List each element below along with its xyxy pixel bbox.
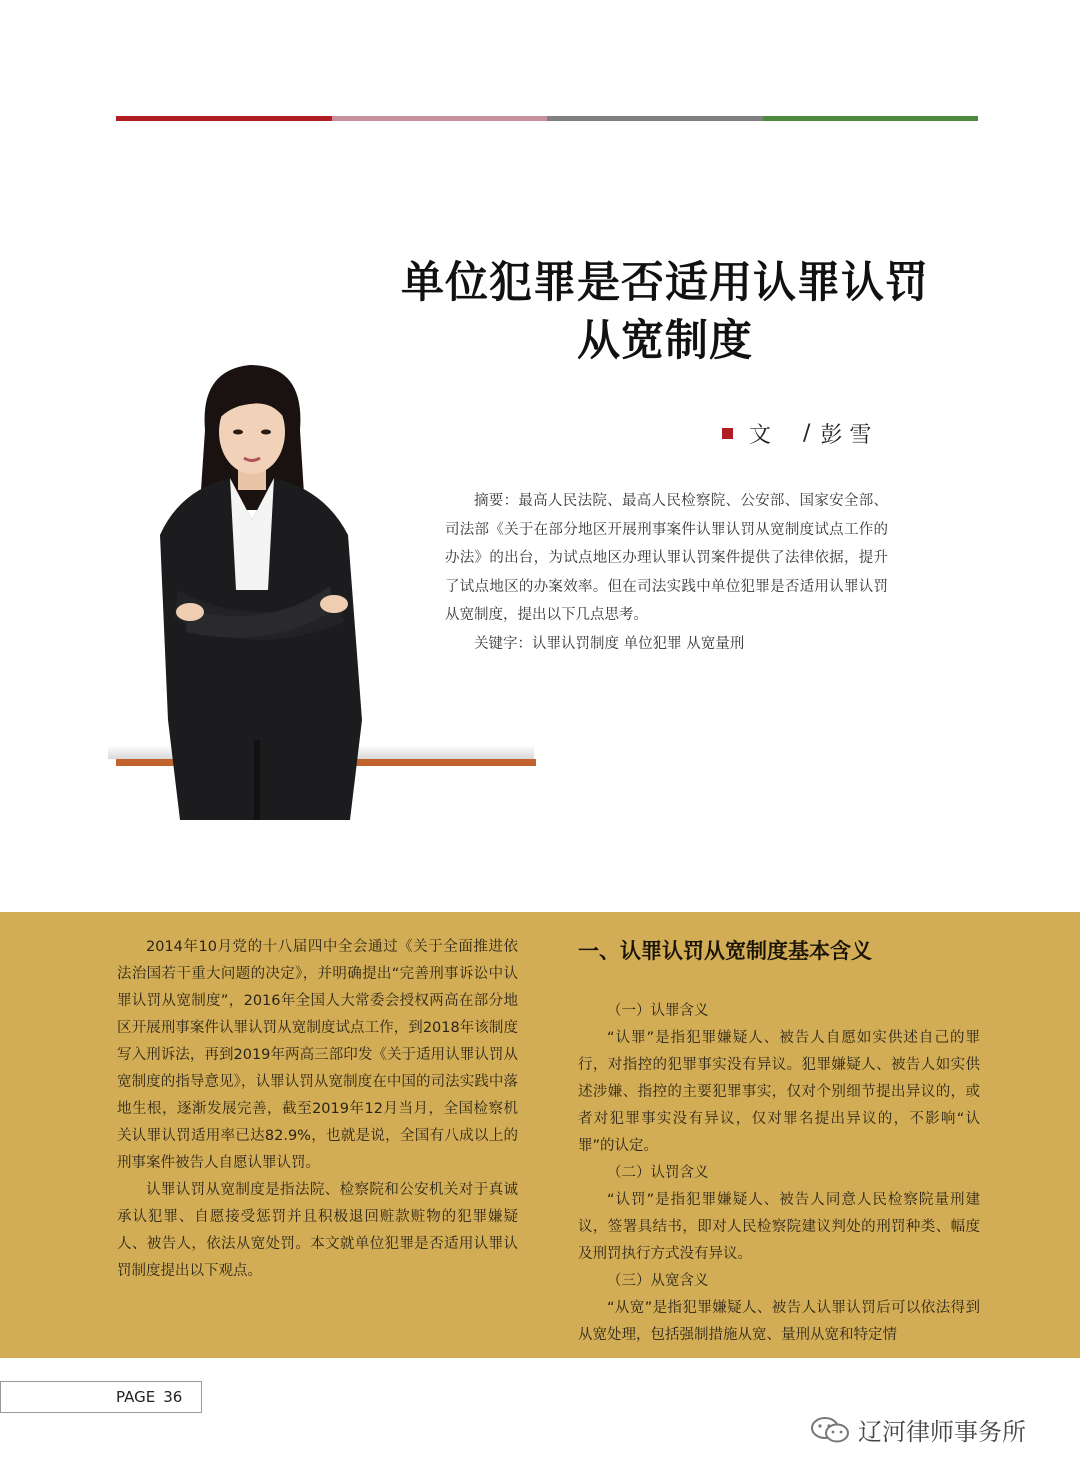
- paragraph: “认罚”是指犯罪嫌疑人、被告人同意人民检察院量刑建议，签署具结书，即对人民检察院建议判处的刑罚种类、幅度及刑罚执行方式没有异议。: [578, 1192, 980, 1262]
- page-label: PAGE: [116, 1388, 156, 1406]
- title-line-2: 从宽制度: [577, 316, 753, 366]
- author-portrait: [120, 360, 400, 820]
- abstract-text: 摘要：最高人民法院、最高人民检察院、公安部、国家安全部、司法部《关于在部分地区开展刑事案件认罪认罚从宽制度试点工作的办法》的出台，为试点地区办理认罪认罚案件提供了法律依据，提升了试点地区的办案效率。但在司法实践中单位犯罪是否适用认罪认罚从宽制度，提出以下几点思考。: [445, 493, 888, 623]
- subheading: （一）认罪含义: [607, 1003, 709, 1019]
- article-title: [330, 254, 1000, 370]
- title-line-1: 单位犯罪是否适用认罪认罚: [401, 258, 929, 308]
- page-number-box: [0, 1381, 202, 1413]
- topbar-segment-red: [116, 116, 332, 121]
- byline-separator: /: [803, 421, 811, 446]
- byline: [722, 418, 871, 449]
- red-square-icon: [722, 428, 733, 439]
- topbar-segment-green: [763, 116, 979, 121]
- body-left-column: [117, 934, 518, 1285]
- paragraph: “认罪”是指犯罪嫌疑人、被告人自愿如实供述自己的罪行，对指控的犯罪事实没有异议。犯罪嫌疑人、被告人如实供述涉嫌、指控的主要犯罪事实，仅对个别细节提出异议的，或者对犯罪事实没有异议，仅对罪名提出异议的，不影响“认罪”的认定。: [578, 1030, 980, 1154]
- brand-watermark: [810, 1412, 1026, 1447]
- wechat-icon: [810, 1415, 850, 1445]
- paragraph: 认罪认罚从宽制度是指法院、检察院和公安机关对于真诚承认犯罪、自愿接受惩罚并且积极退回赃款赃物的犯罪嫌疑人、被告人，依法从宽处罚。本文就单位犯罪是否适用认罪认罚制度提出以下观点。: [117, 1182, 518, 1279]
- page-number: 36: [163, 1388, 183, 1406]
- body-right-column: [578, 934, 980, 1349]
- topbar-segment-gray: [547, 116, 763, 121]
- abstract: [445, 487, 888, 658]
- top-color-bar: [116, 116, 978, 121]
- section-heading: 一、认罪认罚从宽制度基本含义: [578, 939, 872, 963]
- keywords: 关键字：认罪认罚制度 单位犯罪 从宽量刑: [474, 635, 745, 652]
- subheading: （二）认罚含义: [607, 1165, 709, 1181]
- subheading: （三）从宽含义: [607, 1273, 709, 1289]
- brand-name: 辽河律师事务所: [858, 1418, 1026, 1446]
- author-name: 彭 雪: [820, 423, 872, 448]
- byline-prefix: 文: [749, 423, 772, 448]
- paragraph: 2014年10月党的十八届四中全会通过《关于全面推进依法治国若干重大问题的决定》，并明确提出“完善刑事诉讼中认罪认罚从宽制度”，2016年全国人大常委会授权两高在部分地区开展刑事案件认罪认罚从宽制度试点工作，到2018年该制度写入刑诉法，再到2019年两高三部印发《关于适用认罪认罚从宽制度的指导意见》，认罪认罚从宽制度在中国的司法实践中落地生根，逐渐发展完善，截至2019年12月当月，全国检察机关认罪认罚适用率已达82.9%，也就是说，全国有八成以上的刑事案件被告人自愿认罪认罚。: [117, 939, 518, 1171]
- topbar-segment-pink: [332, 116, 548, 121]
- paragraph: “从宽”是指犯罪嫌疑人、被告人认罪认罚后可以依法得到从宽处理，包括强制措施从宽、量刑从宽和特定情: [578, 1300, 980, 1343]
